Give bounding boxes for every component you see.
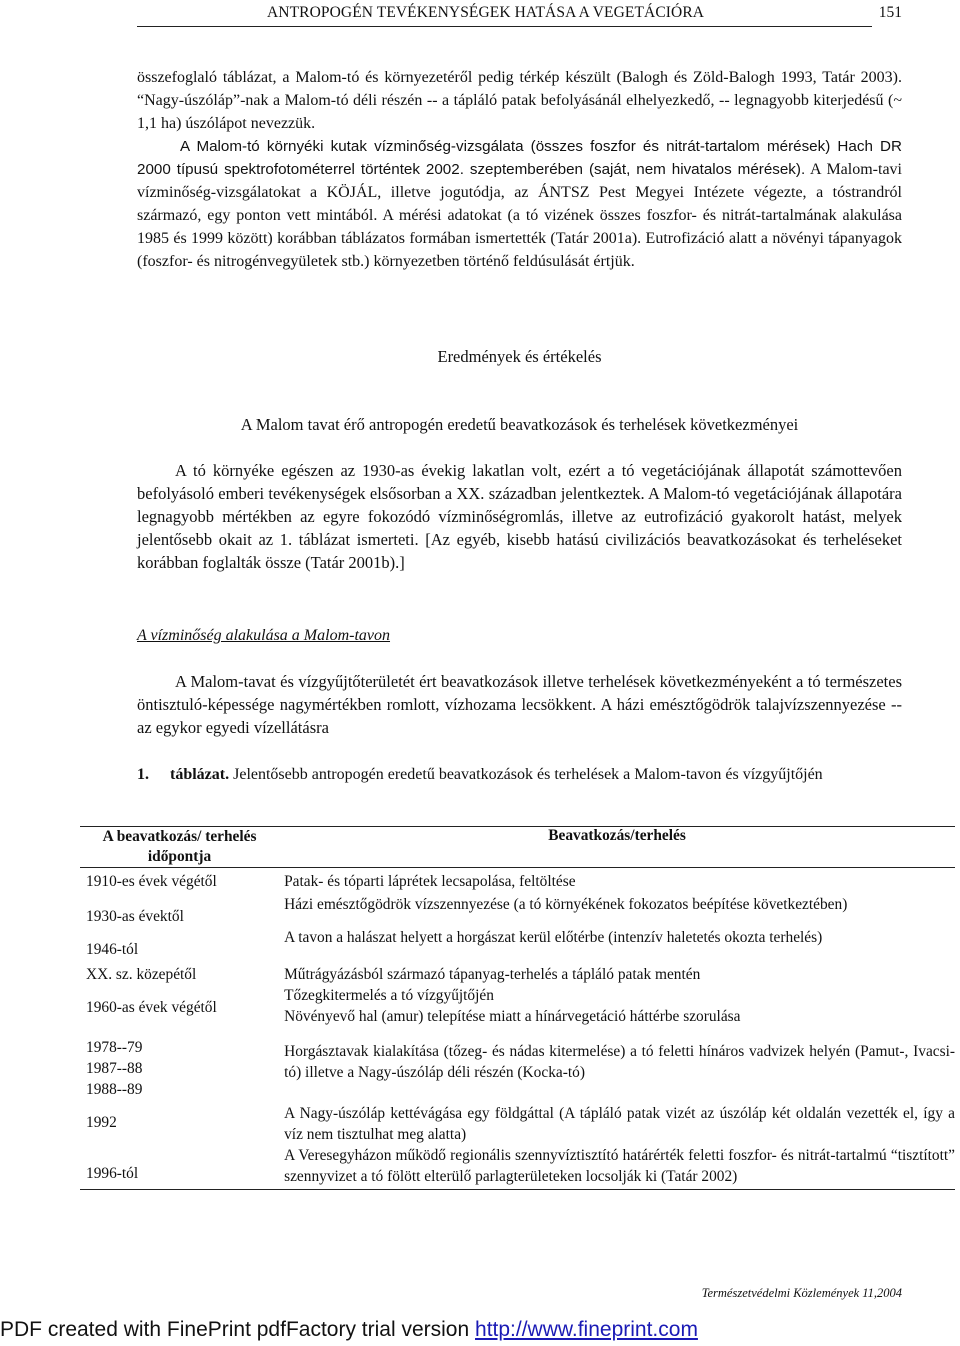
intro-paragraph-1: összefoglaló táblázat, a Malom-tó és környezetéről pedig térkép készült (Balogh és Zöld-Balogh 1993, Tatár 2003). “Nagy-úszóláp”-nak a Malom-tó déli részén -- a tápláló patak befolyásánál elhelyezkedő, -- legnagyobb kiterjedésű (~ 1,1 ha) úszólápot nevezzük. [137, 69, 902, 132]
row-text: Növényevő hal (amur) telepítése miatt a hínárvegetáció háttérbe szorulása [284, 1008, 741, 1025]
table-caption [137, 763, 902, 786]
running-title: ANTROPOGÉN TEVÉKENYSÉGEK HATÁSA A VEGETÁCIÓRA [267, 4, 705, 21]
results-paragraph: A tó környéke egészen az 1930-as évekig lakatlan volt, ezért a tó vegetációjának állapotát számottevően befolyásoló emberi tevékenységek elsősorban a XX. században jelentkeztek. A Malom-tó vegetációjának állapotára legnagyobb mértékben az egyre fokozódó vízminőségromlás, illetve az eutrofizáció gyakorolt hatást, melyek jelentősebb okait az 1. táblázat ismerteti. [Az egyéb, kisebb hatású civilizációs beavatkozásokat és terheléseket korábban foglalták össze (Tatár 2001b).] [137, 461, 902, 572]
table-row [80, 960, 955, 985]
row-date: 1978--79 [86, 1039, 143, 1056]
table-caption-label: táblázat. [170, 766, 230, 783]
table-caption-text: Jelentősebb antropogén eredetű beavatkozások és terhelések a Malom-tavon és vízgyűjtőjén [233, 766, 823, 783]
water-quality-paragraph: A Malom-tavat és vízgyűjtőterületét ért beavatkozások illetve terhelések következményeként a tó természetes öntisztuló-képessége nagymértékben romlott, vízhozama lecsökkent. A házi emésztőgödrök talajvízszennyezése -- az egykor egyedi vízellátásra [137, 672, 902, 737]
page-number: 151 [878, 4, 902, 21]
results-heading: Eredmények és értékelés [437, 347, 602, 366]
journal-citation: Természetvédelmi Közlemények 11,2004 [701, 1286, 902, 1300]
banner-text: PDF created with FinePrint pdfFactory trial version [0, 1318, 476, 1341]
row-text: Horgásztavak kialakítása (tőzeg- és nádas kitermelése) a tó feletti hínáros vadvizek helyén (Pamut-, Ivacsi-tó) illetve a Nagy-úszóláp déli részén (Kocka-tó) [284, 1043, 955, 1081]
row-text: Házi emésztőgödrök vízszennyezése (a tó környékének fokozatos beépítése következtében) [284, 896, 848, 913]
results-subheading: A Malom tavat érő antropogén eredetű beavatkozások és terhelések következményei [240, 415, 799, 434]
table-row [80, 1027, 955, 1100]
row-text: Tőzegkitermelés a tó vízgyűjtőjén [284, 987, 494, 1004]
table-header-row [80, 827, 955, 868]
water-quality-heading: A vízminőség alakulása a Malom-tavon [137, 627, 391, 644]
row-date: 1996-tól [86, 1165, 139, 1182]
table-row [80, 868, 955, 895]
row-date: 1988--89 [86, 1081, 143, 1098]
table-row [80, 894, 955, 927]
row-text: Patak- és tóparti láprétek lecsapolása, feltöltése [284, 873, 576, 890]
fineprint-link[interactable]: http://www.fineprint.com [475, 1318, 698, 1341]
row-text: Műtrágyázásból származó tápanyag-terhelés a tápláló patak mentén [284, 966, 701, 983]
table-caption-number: 1. [137, 766, 149, 783]
page-header [137, 4, 902, 24]
table-row [80, 1145, 955, 1190]
row-date-group [80, 1027, 279, 1100]
row-text: A Veresegyházon működő regionális szennyvíztisztító határérték feletti foszfor- és nitrát-tartalmú “tisztított” szennyvizet a tó fölött elterülő parlagterületeken locsolják ki (Tatár 2002) [284, 1147, 955, 1185]
row-date: 1992 [86, 1114, 117, 1131]
water-tests-sentence: A Malom-tavi vízminőség-vizsgálatokat a KÖJÁL, illetve jogutódja, az ÁNTSZ Pest Megyei Intézete végezte, a tóstrandról származó, egy ponton vett mintából. A mérési adatokat (a tó vizének összes foszfor- és nitrát-tartalmának alakulása 1985 és 1999 között) korábban táblázatos formában ismertették (Tatár 2001a). Eutrofizáció alatt a növényi tápanyagok (foszfor- és nitrogénvegyületek stb.) környezetben történő feldúsulását értjük. [137, 161, 902, 270]
interventions-table [80, 826, 955, 1190]
row-date: 1960-as évek végétől [86, 999, 217, 1016]
col-header-date: A beavatkozás/ terhelés időpontja [80, 827, 279, 868]
table-row [80, 927, 955, 960]
intro-paragraph-2 [137, 135, 902, 273]
row-date: 1987--88 [86, 1060, 143, 1077]
header-rule [137, 26, 872, 27]
col-header-intervention: Beavatkozás/terhelés [279, 827, 955, 868]
table-row [80, 985, 955, 1006]
row-text: A Nagy-úszóláp kettévágása egy földgáttal (A tápláló patak vizét az úszóláp két oldalán vezették el, így a víz nem tisztulhat meg alatta) [284, 1105, 955, 1143]
methods-sentence: A Malom-tó környéki kutak vízminőség-vizsgálata (összes foszfor és nitrát-tartalom mérések) Hach DR 2000 típusú spektrofotométerrel történtek 2002. szeptemberében (saját, nem hivatalos mérések). [137, 138, 902, 178]
row-date: 1946-tól [86, 941, 139, 958]
row-date: 1930-as évektől [86, 908, 184, 925]
table-row [80, 1100, 955, 1145]
row-date: XX. sz. közepétől [86, 966, 197, 983]
row-text: A tavon a halászat helyett a horgászat kerül előtérbe (intenzív haletetés okozta terhelés) [284, 929, 823, 946]
pdf-watermark-banner [0, 1318, 698, 1342]
row-date: 1910-es évek végétől [86, 873, 217, 890]
